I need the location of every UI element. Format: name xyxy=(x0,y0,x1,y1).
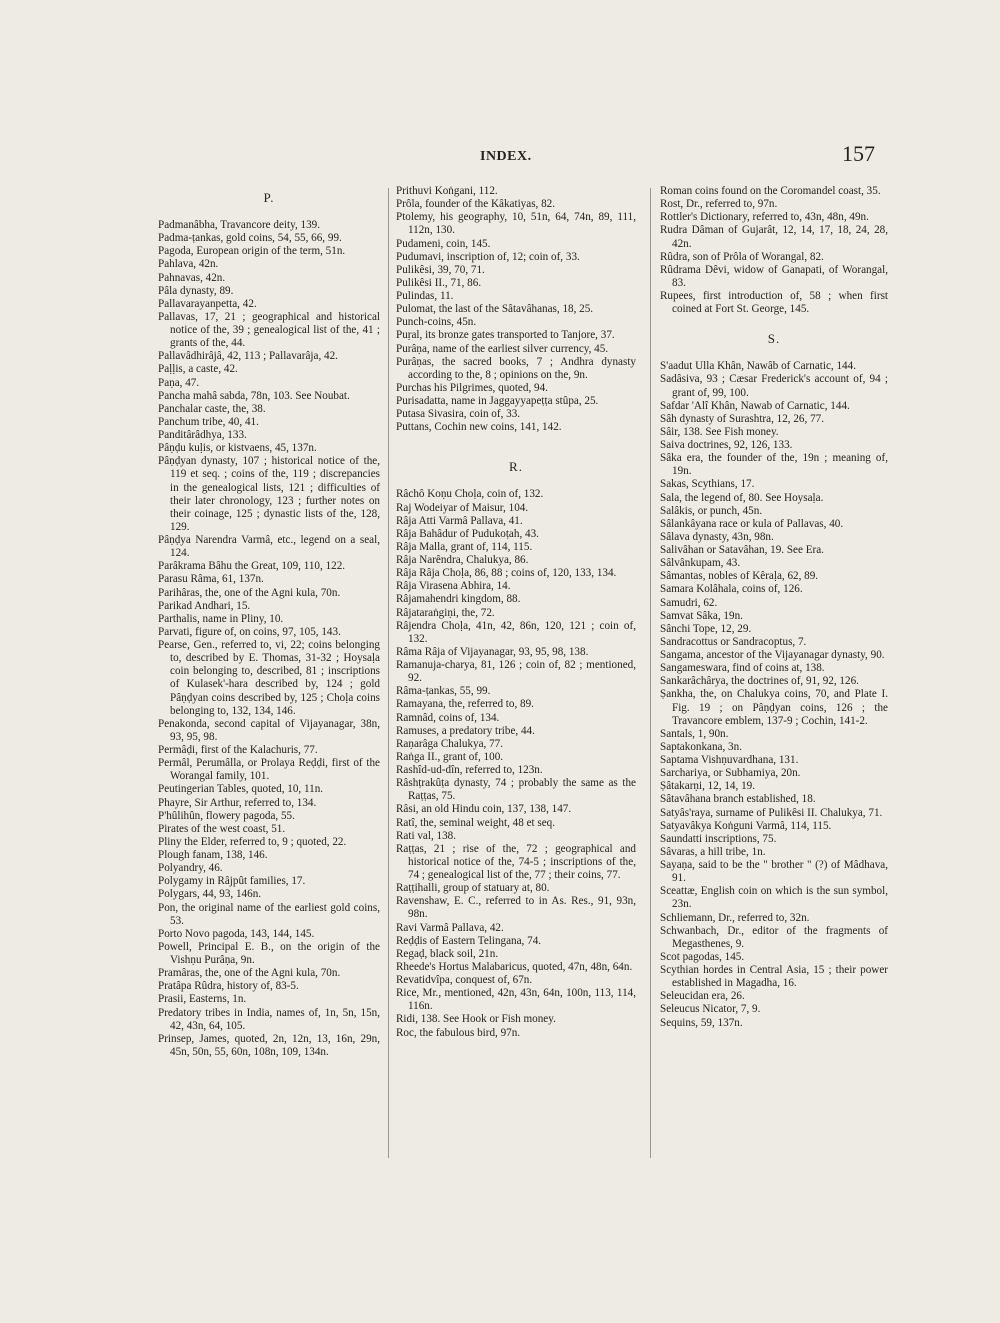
index-entry: Puttans, Cochin new coins, 141, 142. xyxy=(396,421,562,434)
index-entry: Panditârâdhya, 133. xyxy=(158,429,247,441)
index-entry: Polygars, 44, 93, 146n. xyxy=(158,888,262,901)
index-entry: Râjataraṅgiṇi, the, 72. xyxy=(396,606,495,619)
index-entry: Pancha mahâ sabda, 78n, 103. See Noubat. xyxy=(158,389,350,402)
index-entry: Safdar 'Alî Khân, Nawab of Carnatic, 144. xyxy=(660,399,850,412)
index-entry: Pramâras, the, one of the Agni kula, 70n. xyxy=(158,967,341,980)
index-entry: P'hûlihûn, flowery pagoda, 55. xyxy=(158,809,295,822)
index-entry: Rûdra, son of Prôla of Worangal, 82. xyxy=(660,250,824,263)
section-letter: S. xyxy=(767,331,781,347)
index-entry: Permâḍi, first of the Kalachuris, 77. xyxy=(158,744,318,756)
index-entry: Râja Virasena Abhira, 14. xyxy=(396,580,511,593)
index-entry: Râja Narêndra, Chalukya, 86. xyxy=(396,554,529,566)
index-entry: Raṭṭihalli, group of statuary at, 80. xyxy=(396,882,550,895)
index-entry: Polyandry, 46. xyxy=(158,862,223,875)
index-entry: Pulindas, 11. xyxy=(396,290,454,302)
index-entry: Pon, the original name of the earliest gold coins, 53. xyxy=(158,901,380,927)
index-entry: Pudumavi, inscription of, 12; coin of, 33. xyxy=(396,250,580,263)
index-entry: Rheede's Hortus Malabaricus, quoted, 47n, 48n, 64n. xyxy=(396,960,633,973)
index-entry: Pirates of the west coast, 51. xyxy=(158,822,286,835)
index-entry: Rudra Dâman of Gujarât, 12, 14, 17, 18, 24, 28, 42n. xyxy=(660,224,888,250)
index-entry: Râma Râja of Vijayanagar, 93, 95, 98, 138. xyxy=(396,645,589,658)
index-entry: Ramayana, the, referred to, 89. xyxy=(396,698,534,711)
index-entry: Pulikêsi, 39, 70, 71. xyxy=(396,263,485,276)
index-entry: Sayaṇa, said to be the " brother " (?) of Mâdhava, 91. xyxy=(660,859,888,885)
index-entry: S'aadut Ulla Khân, Nawâb of Carnatic, 144. xyxy=(660,360,856,373)
entry-list xyxy=(660,185,888,316)
index-entry: Saptakonkana, 3n. xyxy=(660,740,742,753)
index-entry: Scythian hordes in Central Asia, 15 ; their power established in Magadha, 16. xyxy=(660,964,888,990)
index-entry: Râsi, an old Hindu coin, 137, 138, 147. xyxy=(396,803,572,816)
index-entry: Purâṇa, name of the earliest silver currency, 45. xyxy=(396,342,609,355)
index-entry: Prithuvi Koṅgani, 112. xyxy=(396,185,498,197)
index-entry: Satyavâkya Koṅguni Varmâ, 114, 115. xyxy=(660,819,832,832)
index-entry: Sâtavâhana branch established, 18. xyxy=(660,793,816,806)
index-entry: Rashîd-ud-dîn, referred to, 123n. xyxy=(396,764,543,776)
index-entry: Raj Wodeiyar of Maisur, 104. xyxy=(396,501,529,514)
index-entry: Roman coins found on the Coromandel coast, 35. xyxy=(660,185,881,197)
index-entry: Râja Malla, grant of, 114, 115. xyxy=(396,540,533,553)
index-entry: Purchas his Pilgrimes, quoted, 94. xyxy=(396,381,548,394)
index-entry: Rûdrama Dêvi, widow of Ganapati, of Worangal, 83. xyxy=(660,263,888,289)
index-entry: Reḍḍis of Eastern Telingana, 74. xyxy=(396,934,542,947)
index-entry: Samvat Sâka, 19n. xyxy=(660,609,743,622)
index-entry: Ramuses, a predatory tribe, 44. xyxy=(396,724,535,737)
entry-list xyxy=(396,185,636,434)
index-entry: Peutingerian Tables, quoted, 10, 11n. xyxy=(158,783,324,796)
index-entry: Padmanâbha, Travancore deity, 139. xyxy=(158,219,321,231)
index-entry: Prinsep, James, quoted, 2n, 12n, 13, 16n, 29n, 45n, 50n, 55, 60n, 108n, 109, 134n. xyxy=(158,1032,380,1058)
index-entry: Sâir, 138. See Fish money. xyxy=(660,425,779,438)
index-entry: Sadâsiva, 93 ; Cæsar Frederick's account of, 94 ; grant of, 99, 100. xyxy=(660,373,888,399)
index-entry: Pearse, Gen., referred to, vi, 22; coins belonging to, described by E. Thomas, 31-32 ; Hoysaḷa coin belonging to, described, 81 ; inscriptions of Kulasek'-hara described by, 124 ; gold Pâṇḍyan coins described by, 125 ; Choḷa coins belonging to, 132, 134, 146. xyxy=(158,639,380,717)
index-entry: Sarchariya, or Subhamiya, 20n. xyxy=(660,767,801,780)
index-entry: Sequins, 59, 137n. xyxy=(660,1016,743,1029)
index-entry: Regaḍ, black soil, 21n. xyxy=(396,947,499,960)
index-entry: Rottler's Dictionary, referred to, 43n, 48n, 49n. xyxy=(660,211,869,224)
index-entry: Punch-coins, 45n. xyxy=(396,316,477,329)
index-entry: Ramnâd, coins of, 134. xyxy=(396,711,500,724)
index-entry: Penakonda, second capital of Vijayanagar, 38n, 93, 95, 98. xyxy=(158,717,380,743)
index-entry: Santals, 1, 90n. xyxy=(660,727,729,740)
index-entry: Purâṇas, the sacred books, 7 ; Andhra dynasty according to the, 8 ; opinions on the, 9n. xyxy=(396,355,636,381)
index-entry: Rati val, 138. xyxy=(396,829,457,842)
index-entry: Sâlvânkupam, 43. xyxy=(660,557,741,570)
index-entry: Pliny the Elder, referred to, 9 ; quoted, 22. xyxy=(158,835,347,848)
index-entry: Sâka era, the founder of the, 19n ; meaning of, 19n. xyxy=(660,452,888,478)
index-entry: Sankarâchârya, the doctrines of, 91, 92, 126. xyxy=(660,675,859,688)
index-entry: Saptama Vishṇuvardhana, 131. xyxy=(660,754,799,766)
index-entry: Roc, the fabulous bird, 97n. xyxy=(396,1026,521,1039)
index-entry: Sala, the legend of, 80. See Hoysaḷa. xyxy=(660,491,824,504)
entry-list xyxy=(158,219,380,1059)
index-entry: Powell, Principal E. B., on the origin of the Vishṇu Purâṇa, 9n. xyxy=(158,940,380,966)
index-entry: Raṭṭas, 21 ; rise of the, 72 ; geographical and historical notice of the, 74-5 ; inscriptions of the, 74 ; genealogical list of the, 77 ; their coins, 77. xyxy=(396,842,636,881)
index-entry: Phayre, Sir Arthur, referred to, 134. xyxy=(158,796,317,809)
index-entry: Pahnavas, 42n. xyxy=(158,271,226,284)
index-entry: Pallavarayanpetta, 42. xyxy=(158,297,257,310)
index-entry: Samara Kolâhala, coins of, 126. xyxy=(660,583,803,596)
index-entry: Rupees, first introduction of, 58 ; when first coined at Fort St. George, 145. xyxy=(660,290,888,316)
index-entry: Pahlava, 42n. xyxy=(158,258,219,271)
index-entry: Ṣâtakarṇi, 12, 14, 19. xyxy=(660,780,755,793)
index-entry: Satyâs'raya, surname of Pulikêsi II. Chalukya, 71. xyxy=(660,806,883,819)
index-entry: Polygamy in Râjpût families, 17. xyxy=(158,875,306,888)
index-entry: Ṣankha, the, on Chalukya coins, 70, and Plate I. Fig. 19 ; on Pâṇḍyan coins, 126 ; the Travancore emblem, 137-9 ; Cochin, 141-2. xyxy=(660,688,888,727)
index-entry: Pallavâdhirâjâ, 42, 113 ; Pallavarâja, 42. xyxy=(158,350,338,363)
index-entry: Rost, Dr., referred to, 97n. xyxy=(660,198,778,211)
index-entry: Revatidvîpa, conquest of, 67n. xyxy=(396,974,533,986)
index-entry: Sâlankâyana race or kula of Pallavas, 40. xyxy=(660,517,844,530)
index-entry: Pâṇḍya Narendra Varmâ, etc., legend on a seal, 124. xyxy=(158,534,380,560)
index-entry: Râja Râja Choḷa, 86, 88 ; coins of, 120, 133, 134. xyxy=(396,567,617,580)
index-entry: Raṅga II., grant of, 100. xyxy=(396,750,504,763)
index-entry: Parihâras, the, one of the Agni kula, 70n. xyxy=(158,586,341,599)
entry-list xyxy=(396,488,636,1039)
index-entry: Sâmantas, nobles of Kêraḷa, 62, 89. xyxy=(660,570,819,583)
index-entry: Panchum tribe, 40, 41. xyxy=(158,415,259,428)
page-header xyxy=(0,141,1000,173)
index-entry: Saundatti inscriptions, 75. xyxy=(660,832,777,845)
index-entry: Permâl, Perumâlla, or Prolaya Reḍḍi, first of the Worangal family, 101. xyxy=(158,757,380,783)
index-entry: Pulikêsi II., 71, 86. xyxy=(396,276,482,289)
index-entry: Pudameni, coin, 145. xyxy=(396,237,491,250)
index-entry: Râjamahendri kingdom, 88. xyxy=(396,593,521,606)
index-entry: Sâlava dynasty, 43n, 98n. xyxy=(660,530,774,543)
index-entry: Sakas, Scythians, 17. xyxy=(660,478,755,491)
index-entry: Ridi, 138. See Hook or Fish money. xyxy=(396,1013,556,1026)
index-entry: Ptolemy, his geography, 10, 51n, 64, 74n, 89, 111, 112n, 130. xyxy=(396,211,636,237)
index-column-1 xyxy=(158,185,380,1059)
page-number: 157 xyxy=(842,141,875,166)
column-divider xyxy=(650,188,651,1158)
index-entry: Saiva doctrines, 92, 126, 133. xyxy=(660,439,793,451)
index-entry: Purisadatta, name in Jaggayyapeṭṭa stûpa, 25. xyxy=(396,395,599,407)
index-entry: Râma-ṭankas, 55, 99. xyxy=(396,685,491,698)
index-column-3 xyxy=(660,185,888,1030)
entry-list xyxy=(660,360,888,1029)
index-entry: Râjendra Choḷa, 41n, 42, 86n, 120, 121 ; coin of, 132. xyxy=(396,619,636,645)
index-entry: Putasa Sivasira, coin of, 33. xyxy=(396,408,521,421)
index-entry: Prôla, founder of the Kâkatiyas, 82. xyxy=(396,198,556,211)
index-entry: Schwanbach, Dr., editor of the fragments of Megasthenes, 9. xyxy=(660,924,888,950)
index-entry: Sâvaras, a hill tribe, 1n. xyxy=(660,845,766,858)
column-divider xyxy=(388,188,389,1158)
index-entry: Prasii, Easterns, 1n. xyxy=(158,993,247,1006)
index-entry: Sâh dynasty of Surashtra, 12, 26, 77. xyxy=(660,412,824,425)
index-entry: Râja Atti Varmâ Pallava, 41. xyxy=(396,514,523,527)
index-entry: Ratî, the, seminal weight, 48 et seq. xyxy=(396,816,556,829)
index-entry: Parikad Andhari, 15. xyxy=(158,599,251,612)
index-entry: Parâkrama Bâhu the Great, 109, 110, 122. xyxy=(158,560,346,573)
index-entry: Salivâhan or Satavâhan, 19. See Era. xyxy=(660,544,824,556)
index-entry: Porto Novo pagoda, 143, 144, 145. xyxy=(158,927,315,940)
index-entry: Raṇarâga Chalukya, 77. xyxy=(396,737,504,750)
index-entry: Seleucidan era, 26. xyxy=(660,990,745,1003)
index-entry: Pagoda, European origin of the term, 51n. xyxy=(158,245,346,258)
index-entry: Salâkis, or punch, 45n. xyxy=(660,504,763,517)
running-title: INDEX. xyxy=(480,149,532,164)
index-entry: Padma-ṭankas, gold coins, 54, 55, 66, 99. xyxy=(158,232,342,245)
index-entry: Ravi Varmâ Pallava, 42. xyxy=(396,921,504,934)
index-column-2 xyxy=(396,185,636,1040)
index-entry: Sceattæ, English coin on which is the sun symbol, 23n. xyxy=(660,885,888,911)
index-entry: Ravenshaw, E. C., referred to in As. Res., 91, 93n, 98n. xyxy=(396,895,636,921)
index-entry: Panchalar caste, the, 38. xyxy=(158,402,266,415)
index-entry: Plough fanam, 138, 146. xyxy=(158,849,268,861)
index-entry: Sânchi Tope, 12, 29. xyxy=(660,622,752,635)
index-entry: Seleucus Nicator, 7, 9. xyxy=(660,1003,761,1016)
index-entry: Râja Bahâdur of Pudukoṭah, 43. xyxy=(396,527,539,540)
index-entry: Parthalis, name in Pliny, 10. xyxy=(158,612,284,625)
index-entry: Sandracottus or Sandracoptus, 7. xyxy=(660,635,807,648)
index-entry: Pallavas, 17, 21 ; geographical and historical notice of the, 39 ; genealogical list of the, 41 ; grants of the, 44. xyxy=(158,310,380,350)
section-letter: P. xyxy=(263,190,275,205)
index-entry: Pulomat, the last of the Sâtavâhanas, 18, 25. xyxy=(396,303,594,316)
section-letter: R. xyxy=(509,459,523,475)
index-entry: Parasu Râma, 61, 137n. xyxy=(158,573,264,586)
index-entry: Paṇa, 47. xyxy=(158,376,200,389)
index-entry: Paḷḷis, a caste, 42. xyxy=(158,363,238,376)
index-entry: Puṛal, its bronze gates transported to Tanjore, 37. xyxy=(396,329,615,342)
index-entry: Sangama, ancestor of the Vijayanagar dynasty, 90. xyxy=(660,649,885,661)
index-entry: Samudri, 62. xyxy=(660,596,718,609)
index-entry: Schliemann, Dr., referred to, 32n. xyxy=(660,911,810,924)
index-entry: Sangameswara, find of coins at, 138. xyxy=(660,662,825,675)
index-entry: Pâṇḍu kuḷis, or kistvaens, 45, 137n. xyxy=(158,442,317,455)
index-entry: Parvati, figure of, on coins, 97, 105, 143. xyxy=(158,625,341,638)
index-entry: Râshṭrakûṭa dynasty, 74 ; probably the same as the Raṭṭas, 75. xyxy=(396,777,636,803)
index-entry: Pratâpa Rûdra, history of, 83-5. xyxy=(158,980,299,993)
index-entry: Scot pagodas, 145. xyxy=(660,950,745,963)
index-entry: Pâṇḍyan dynasty, 107 ; historical notice of the, 119 et seq. ; coins of the, 119 ; discrepancies in the genealogical lists, 121 ; difficulties of their later chronology, 123 ; further notes on their coinage, 125 ; dynastic lists of the, 128, 129. xyxy=(158,455,380,533)
index-entry: Rice, Mr., mentioned, 42n, 43n, 64n, 100n, 113, 114, 116n. xyxy=(396,987,636,1013)
index-entry: Predatory tribes in India, names of, 1n, 5n, 15n, 42, 43n, 64, 105. xyxy=(158,1006,380,1032)
index-entry: Râchô Koṇu Choḷa, coin of, 132. xyxy=(396,488,544,501)
index-entry: Pâla dynasty, 89. xyxy=(158,284,234,297)
index-entry: Ramanuja-charya, 81, 126 ; coin of, 82 ; mentioned, 92. xyxy=(396,659,636,685)
